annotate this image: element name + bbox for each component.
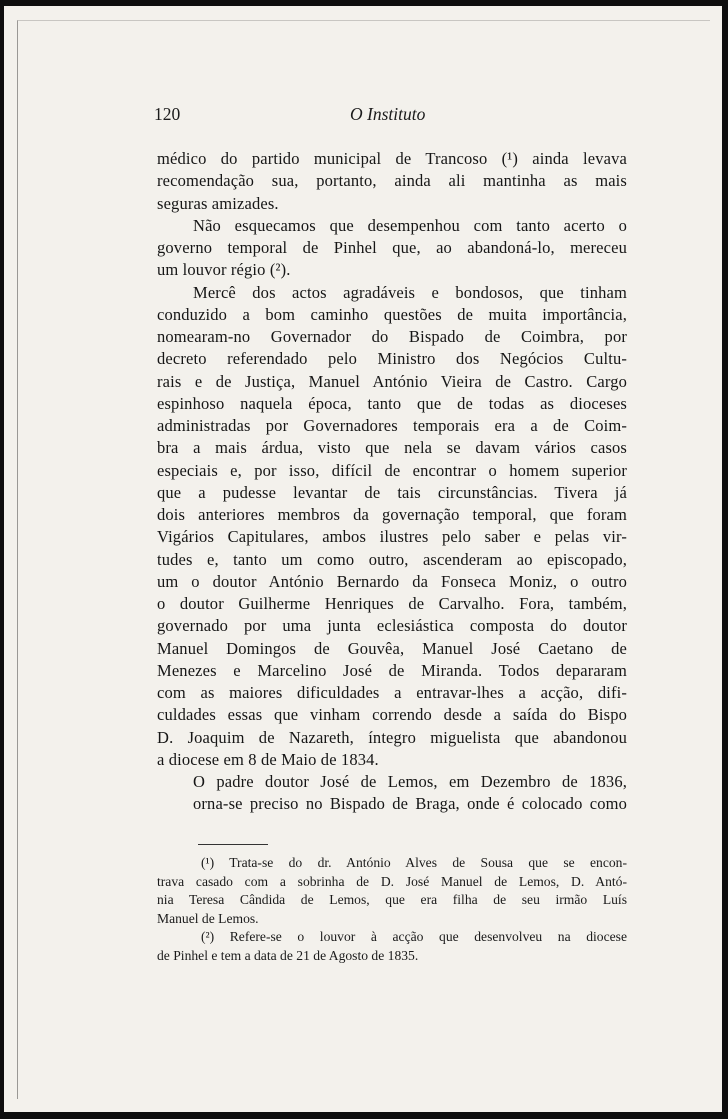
footnote-line: nia Teresa Cândida de Lemos, que era filha de seu irmão Luís [157,892,627,908]
body-text [157,148,627,816]
text-line: médico do partido municipal de Trancoso (¹) ainda levava [157,149,627,168]
text-line: culdades essas que vinham correndo desde a saída do Bispo [157,705,627,725]
text-line: a diocese em 8 de Maio de 1834. [157,749,379,769]
text-line: espinhoso naquela época, tanto que de todas as dioceses [157,393,627,413]
text-line: Vigários Capitulares, ambos ilustres pelo saber e pelas vir- [157,527,627,547]
text-line: rais e de Justiça, Manuel António Vieira de Castro. Cargo [157,371,627,391]
footnote-line: (¹) Trata-se do dr. António Alves de Sousa que se encon- [201,855,627,870]
footnote-line: Manuel de Lemos. [157,910,259,926]
text-line: decreto referendado pelo Ministro dos Negócios Cultu- [157,349,627,369]
text-line: recomendação sua, portanto, ainda ali mantinha as mais [157,171,627,191]
text-line: seguras amizades. [157,193,279,213]
text-line: Menezes e Marcelino José de Miranda. Todos depararam [157,660,627,680]
text-line: orna-se preciso no Bispado de Braga, onde é colocado como [193,794,627,814]
footnotes [157,854,627,966]
footnote-line: (²) Refere-se o louvor à acção que desenvolveu na diocese [201,929,627,945]
text-line: com as maiores dificuldades a entravar-lhes a acção, difi- [157,683,627,702]
text-line: Manuel Domingos de Gouvêa, Manuel José Caetano de [157,638,627,658]
text-line: D. Joaquim de Nazareth, íntegro miguelista que abandonou [157,727,627,747]
running-title: O Instituto [350,104,426,124]
footnote-divider [198,844,268,845]
text-line: que a pudesse levantar de tais circunstâncias. Tivera já [157,482,627,502]
text-line: nomearam-no Governador do Bispado de Coimbra, por [157,327,627,346]
text-line: administradas por Governadores temporais era a de Coim- [157,416,627,435]
text-line: o doutor Guilherme Henriques de Carvalho. Fora, também, [157,594,627,613]
text-line: Não esquecamos que desempenhou com tanto acerto o [193,215,627,235]
text-line: conduzido a bom caminho questões de muita importância, [157,304,627,324]
text-line: dois anteriores membros da governação temporal, que foram [157,505,627,524]
text-line: tudes e, tanto um como outro, ascenderam ao episcopado, [157,549,627,569]
text-line: governado por uma junta eclesiástica composta do doutor [157,616,627,636]
text-line: um o doutor António Bernardo da Fonseca Moniz, o outro [157,571,627,591]
text-line: bra a mais árdua, visto que nela se davam vários casos [157,438,627,458]
page-number: 120 [154,104,181,124]
text-line: governo temporal de Pinhel que, ao abandoná-lo, mereceu [157,238,627,257]
text-line: um louvor régio (²). [157,260,291,280]
text-line: O padre doutor José de Lemos, em Dezembro de 1836, [193,772,627,791]
page-header [154,98,628,130]
footnote-line: de Pinhel e tem a data de 21 de Agosto de 1835. [157,947,419,963]
footnote-line: trava casado com a sobrinha de D. José Manuel de Lemos, D. Antó- [157,873,627,889]
text-line: especiais e, por isso, difícil de encontrar o homem superior [157,460,627,480]
text-line: Mercê dos actos agradáveis e bondosos, que tinham [193,282,627,302]
